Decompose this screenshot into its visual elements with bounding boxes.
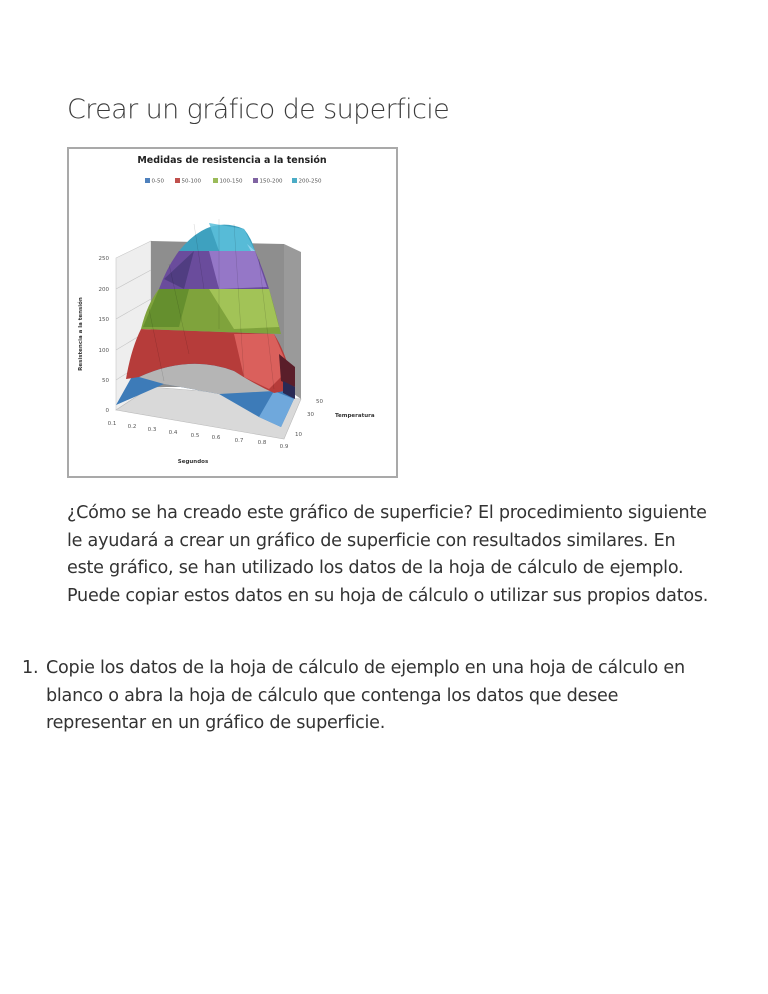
y-tick: 0 bbox=[105, 408, 109, 414]
step-number: 1. bbox=[22, 658, 39, 678]
x-tick: 0.2 bbox=[127, 424, 137, 430]
legend-swatch bbox=[253, 178, 258, 183]
legend-label: 0-50 bbox=[151, 178, 164, 185]
y-tick: 200 bbox=[98, 287, 109, 293]
steps-list bbox=[22, 655, 712, 738]
x-tick: 0.1 bbox=[107, 421, 117, 427]
x-axis-label: Segundos bbox=[177, 459, 209, 465]
x-tick: 0.4 bbox=[168, 430, 178, 436]
y-tick: 250 bbox=[98, 256, 109, 262]
x-tick: 0.5 bbox=[190, 433, 200, 439]
legend-swatch bbox=[145, 178, 150, 183]
z-tick: 10 bbox=[295, 432, 302, 438]
step-text: Copie los datos de la hoja de cálculo de ejemplo en una hoja de cálculo en blanco o abra la hoja de cálculo que contenga los datos que desee representar en un gráfico de superficie. bbox=[46, 658, 685, 733]
z-tick: 30 bbox=[307, 412, 314, 418]
legend-label: 200-250 bbox=[298, 178, 322, 185]
surface-chart-svg bbox=[69, 149, 396, 476]
legend-label: 100-150 bbox=[219, 178, 243, 185]
chart-legend bbox=[145, 178, 322, 185]
surface-chart bbox=[67, 147, 398, 478]
y-tick: 150 bbox=[98, 317, 109, 323]
legend-label: 50-100 bbox=[181, 178, 201, 185]
x-tick: 0.7 bbox=[234, 438, 244, 444]
legend-swatch bbox=[175, 178, 180, 183]
x-tick: 0.3 bbox=[147, 427, 157, 433]
legend-swatch bbox=[213, 178, 218, 183]
y-axis-label: Resistencia a la tensión bbox=[78, 297, 84, 371]
chart-title: Medidas de resistencia a la tensión bbox=[137, 155, 327, 166]
x-tick: 0.8 bbox=[257, 440, 267, 446]
z-axis-label: Temperatura bbox=[335, 413, 375, 419]
y-tick: 50 bbox=[102, 378, 109, 384]
z-tick: 50 bbox=[316, 399, 323, 405]
y-tick: 100 bbox=[98, 348, 109, 354]
x-tick: 0.6 bbox=[211, 435, 221, 441]
legend-label: 150-200 bbox=[259, 178, 283, 185]
step-item bbox=[22, 655, 712, 738]
legend-swatch bbox=[292, 178, 297, 183]
z-axis bbox=[295, 399, 323, 438]
page-title: Crear un gráfico de superficie bbox=[67, 94, 450, 125]
y-axis bbox=[99, 256, 110, 414]
x-tick: 0.9 bbox=[279, 444, 289, 450]
intro-paragraph: ¿Cómo se ha creado este gráfico de superficie? El procedimiento siguiente le ayudará a crear un gráfico de superficie con resultados similares. En este gráfico, se han utilizado los datos de la hoja de cálculo de ejemplo. Puede copiar estos datos en su hoja de cálculo o utilizar sus propios datos. bbox=[67, 503, 709, 606]
